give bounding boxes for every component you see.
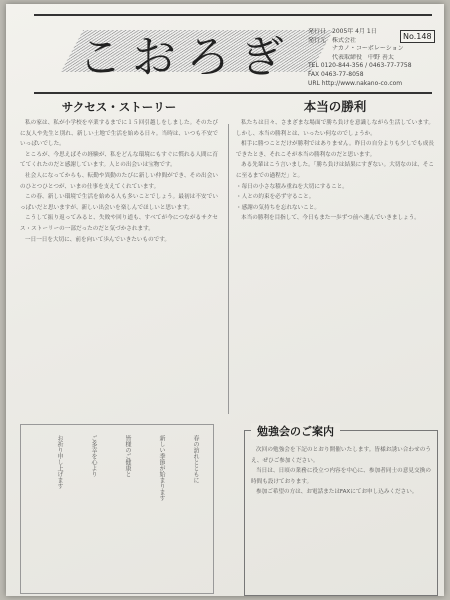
vertical-line: 皆様のご健康と bbox=[124, 435, 131, 477]
column-divider bbox=[228, 124, 229, 414]
paragraph: ある先輩はこう言いました。「勝ち負けは結果にすぎない。大切なのは、そこに至るまでの過程だ」と。 bbox=[236, 162, 434, 179]
vertical-line: ご多幸を心より bbox=[90, 435, 97, 477]
masthead bbox=[34, 14, 432, 94]
issue-info-line: 代表取締役 中野 善太 bbox=[308, 53, 394, 61]
paragraph: 次回の勉強会を下記のとおり開催いたします。皆様お誘い合わせのうえ、ぜひご参加ください。 bbox=[251, 447, 431, 464]
study-meeting-title: 勉強会のご案内 bbox=[251, 423, 340, 439]
newsletter-page bbox=[6, 4, 444, 596]
paragraph: 社会人になってからも、転勤や異動のたびに新しい仲間ができ、その出会いのひとつひとつが、いまの仕事を支えてくれています。 bbox=[20, 172, 218, 190]
issue-info-line: TEL 0120-844-356 / 0463-77-7758 bbox=[308, 62, 412, 70]
issue-info-line: 発行日 2005年 4月 1日 bbox=[308, 28, 377, 35]
vertical-line: 春の訪れとともに bbox=[192, 435, 199, 483]
paragraph: 私の家は、私が小学校を卒業するまでに１５回引越しをしました。そのたびに友人や先生と別れ、新しい土地で生活を始める日々。当時は、いつも不安でいっぱいでした。 bbox=[20, 120, 218, 148]
study-meeting-box bbox=[244, 425, 438, 596]
vertical-text-box bbox=[20, 424, 214, 594]
paragraph: この春、新しい環境で生活を始める人も多いことでしょう。最初は不安でいっぱいだと思いますが、新しい出会いを楽しんでほしいと思います。 bbox=[20, 194, 218, 211]
issue-info-line: 発行元 株式会社 bbox=[308, 36, 357, 44]
vertical-line: お祈り申し上げます bbox=[56, 435, 63, 489]
study-meeting-body bbox=[251, 445, 431, 498]
point-item: ・人との約束を必ず守ること。 bbox=[236, 194, 315, 201]
right-article-heading: 本当の勝利 bbox=[303, 99, 367, 114]
left-article-heading: サクセス・ストーリー bbox=[61, 100, 177, 114]
closing-paragraph: 本当の勝利を目指して、今日もまた一歩ずつ前へ進んでいきましょう。 bbox=[241, 215, 420, 222]
paragraph: 私たちは日々、さまざまな場面で勝ち負けを意識しながら生活しています。しかし、本当の勝利とは、いったい何なのでしょうか。 bbox=[236, 120, 434, 137]
left-article-body bbox=[20, 118, 218, 245]
point-list bbox=[236, 182, 434, 214]
point-item: ・毎日の小さな積み重ねを大切にすること。 bbox=[236, 183, 348, 190]
paragraph: 参加ご希望の方は、お電話またはFAXにてお申し込みください。 bbox=[256, 489, 418, 496]
newsletter-title: こおろぎ bbox=[78, 32, 294, 83]
paragraph: こうして振り返ってみると、失敗や回り道も、すべてが今につながるサクセス・ストーリーの一部だったのだと気づかされます。 bbox=[20, 215, 218, 232]
point-item: ・感謝の気持ちを忘れないこと。 bbox=[236, 204, 320, 211]
right-article bbox=[236, 96, 434, 224]
right-article-body bbox=[236, 118, 434, 224]
paragraph: 相手に勝つことだけが勝利ではありません。昨日の自分よりも少しでも成長できたとき、それこそが本当の勝利なのだと思います。 bbox=[236, 141, 434, 158]
issue-info-line: ナカノ・コーポレーション bbox=[308, 45, 404, 53]
paragraph: ところが、今思えばその経験が、私をどんな環境にもすぐに慣れる人間に育ててくれたのだと感謝しています。人との出会いは宝物です。 bbox=[20, 151, 218, 169]
issue-info-line: FAX 0463-77-8058 bbox=[308, 70, 364, 78]
paragraph: 一日一日を大切に、前を向いて歩んでいきたいものです。 bbox=[25, 236, 170, 243]
issue-number-badge: No.148 bbox=[400, 30, 435, 43]
vertical-line: 新しい季節が始まります bbox=[158, 435, 165, 501]
left-article bbox=[20, 96, 218, 245]
paragraph: 当日は、日頃の業務に役立つ内容を中心に、参加者同士の意見交換の時間も設けております。 bbox=[251, 468, 431, 485]
issue-info-line: URL http://www.nakano-co.com bbox=[308, 79, 403, 87]
